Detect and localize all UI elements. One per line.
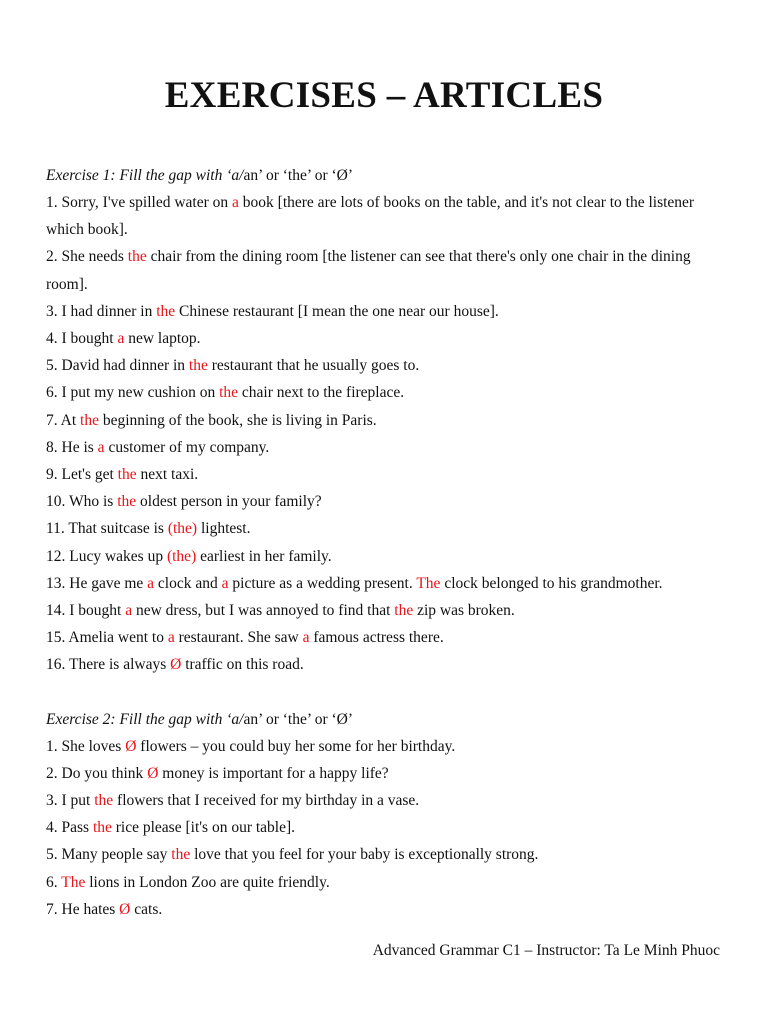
item-text: 6. xyxy=(46,873,62,891)
exercise-item xyxy=(46,597,722,624)
exercise-block xyxy=(46,706,722,923)
item-text: lions in London Zoo are quite friendly. xyxy=(85,873,330,891)
item-text: 2. She needs xyxy=(46,248,128,266)
exercise-heading-italic: Exercise 2: Fill the gap with ‘a/ xyxy=(46,710,244,728)
answer-text: the xyxy=(94,792,114,810)
answer-text: The xyxy=(416,574,441,592)
answer-text: (the) xyxy=(167,520,198,538)
item-text: clock belonged to his grandmother. xyxy=(440,574,663,592)
exercise-item xyxy=(46,760,722,787)
item-text: Chinese restaurant [I mean the one near our house]. xyxy=(175,302,499,320)
exercise-item xyxy=(46,787,722,814)
item-text: chair from the dining room [the listener can see that there's only one chair in the dining room]. xyxy=(46,248,691,293)
item-text: new laptop. xyxy=(124,330,201,348)
answer-text: a xyxy=(97,438,105,456)
item-text: restaurant that he usually goes to. xyxy=(207,357,420,375)
exercise-item xyxy=(46,624,722,651)
answer-text: a xyxy=(302,629,310,647)
item-text: 16. There is always xyxy=(46,656,171,674)
exercise-item xyxy=(46,298,722,325)
exercise-item xyxy=(46,379,722,406)
exercise-item xyxy=(46,570,722,597)
item-text: lightest. xyxy=(197,520,251,538)
exercise-heading xyxy=(46,706,722,733)
exercise-item xyxy=(46,869,722,896)
item-text: 1. She loves xyxy=(46,737,126,755)
page-title: EXERCISES – ARTICLES xyxy=(164,75,604,116)
answer-text: Ø xyxy=(119,900,131,918)
exercise-item xyxy=(46,543,722,570)
answer-text: Ø xyxy=(147,764,159,782)
answer-text: the xyxy=(156,302,176,320)
exercise-heading-options: an’ or ‘the’ or ‘Ø’ xyxy=(243,710,354,728)
exercise-item xyxy=(46,434,722,461)
exercise-item xyxy=(46,488,722,515)
answer-text: The xyxy=(61,873,86,891)
item-text: love that you feel for your baby is exceptionally strong. xyxy=(190,846,539,864)
item-text: 9. Let's get xyxy=(46,466,118,484)
answer-text: the xyxy=(92,819,112,837)
item-text: flowers – you could buy her some for her birthday. xyxy=(136,737,456,755)
item-text: chair next to the fireplace. xyxy=(238,384,405,402)
exercises-content xyxy=(46,162,722,923)
item-text: 4. I bought xyxy=(46,330,118,348)
item-text: 7. He hates xyxy=(46,900,120,918)
exercise-heading xyxy=(46,162,722,189)
answer-text: the xyxy=(188,357,208,375)
item-text: 3. I had dinner in xyxy=(46,302,157,320)
item-text: famous actress there. xyxy=(309,629,444,647)
item-text: zip was broken. xyxy=(413,602,515,620)
exercise-item xyxy=(46,407,722,434)
item-text: earliest in her family. xyxy=(196,547,332,565)
exercise-item xyxy=(46,841,722,868)
answer-text: the xyxy=(117,466,137,484)
exercise-item xyxy=(46,352,722,379)
answer-text: a xyxy=(232,194,239,211)
exercise-item xyxy=(46,325,722,352)
exercise-heading-italic: Exercise 1: Fill the gap with ‘a/ xyxy=(46,167,244,184)
item-text: 3. I put xyxy=(46,792,95,810)
answer-text: Ø xyxy=(170,656,182,674)
exercise-item xyxy=(46,243,722,297)
item-text: 5. Many people say xyxy=(46,846,172,864)
item-text: 13. He gave me xyxy=(46,574,148,592)
item-text: flowers that I received for my birthday in a vase. xyxy=(113,792,420,810)
item-text: beginning of the book, she is living in Paris. xyxy=(98,411,377,429)
exercise-item xyxy=(46,814,722,841)
item-text: 11. That suitcase is xyxy=(46,520,168,538)
item-text: 7. At xyxy=(46,411,81,429)
exercise-heading-options: an’ or ‘the’ or ‘Ø’ xyxy=(243,167,354,184)
item-text: 4. Pass xyxy=(46,819,93,837)
item-text: 8. He is xyxy=(46,438,98,456)
exercise-item xyxy=(46,896,722,923)
answer-text: the xyxy=(171,846,191,864)
answer-text: (the) xyxy=(166,547,197,565)
answer-text: the xyxy=(80,411,99,429)
item-text: traffic on this road. xyxy=(181,656,304,674)
answer-text: a xyxy=(117,330,125,348)
exercise-item xyxy=(46,461,722,488)
item-text: customer of my company. xyxy=(104,438,270,456)
item-text: 15. Amelia went to xyxy=(46,629,168,647)
item-text: clock and xyxy=(154,574,222,592)
item-text: 1. Sorry, I've spilled water on xyxy=(46,194,233,211)
item-text: 6. I put my new cushion on xyxy=(46,384,220,402)
answer-text: the xyxy=(127,248,147,266)
exercise-item xyxy=(46,189,722,243)
exercise-block xyxy=(46,162,722,679)
answer-text: a xyxy=(125,602,133,620)
item-text: 12. Lucy wakes up xyxy=(46,547,167,565)
item-text: 14. I bought xyxy=(46,602,126,620)
answer-text: a xyxy=(147,574,155,592)
exercise-item xyxy=(46,733,722,760)
answer-text: the xyxy=(394,602,414,620)
answer-text: the xyxy=(117,493,137,511)
exercise-item xyxy=(46,515,722,542)
item-text: 5. David had dinner in xyxy=(46,357,189,375)
item-text: rice please [it's on our table]. xyxy=(111,819,296,837)
item-text: 10. Who is xyxy=(46,493,118,511)
item-text: book [there are lots of books on the table, and it's not clear to the listener which book]. xyxy=(46,194,695,239)
item-text: oldest person in your family? xyxy=(136,493,322,511)
page-footer: Advanced Grammar C1 – Instructor: Ta Le Minh Phuoc xyxy=(372,942,720,959)
item-text: money is important for a happy life? xyxy=(158,764,389,782)
exercise-item xyxy=(46,651,722,678)
answer-text: a xyxy=(167,629,175,647)
item-text: 2. Do you think xyxy=(46,764,148,782)
answer-text: a xyxy=(221,574,229,592)
item-text: restaurant. She saw xyxy=(174,629,303,647)
item-text: cats. xyxy=(130,900,163,918)
answer-text: the xyxy=(219,384,239,402)
item-text: new dress, but I was annoyed to find that xyxy=(132,602,395,620)
item-text: picture as a wedding present. xyxy=(228,574,417,592)
item-text: next taxi. xyxy=(136,466,199,484)
answer-text: Ø xyxy=(125,737,137,755)
